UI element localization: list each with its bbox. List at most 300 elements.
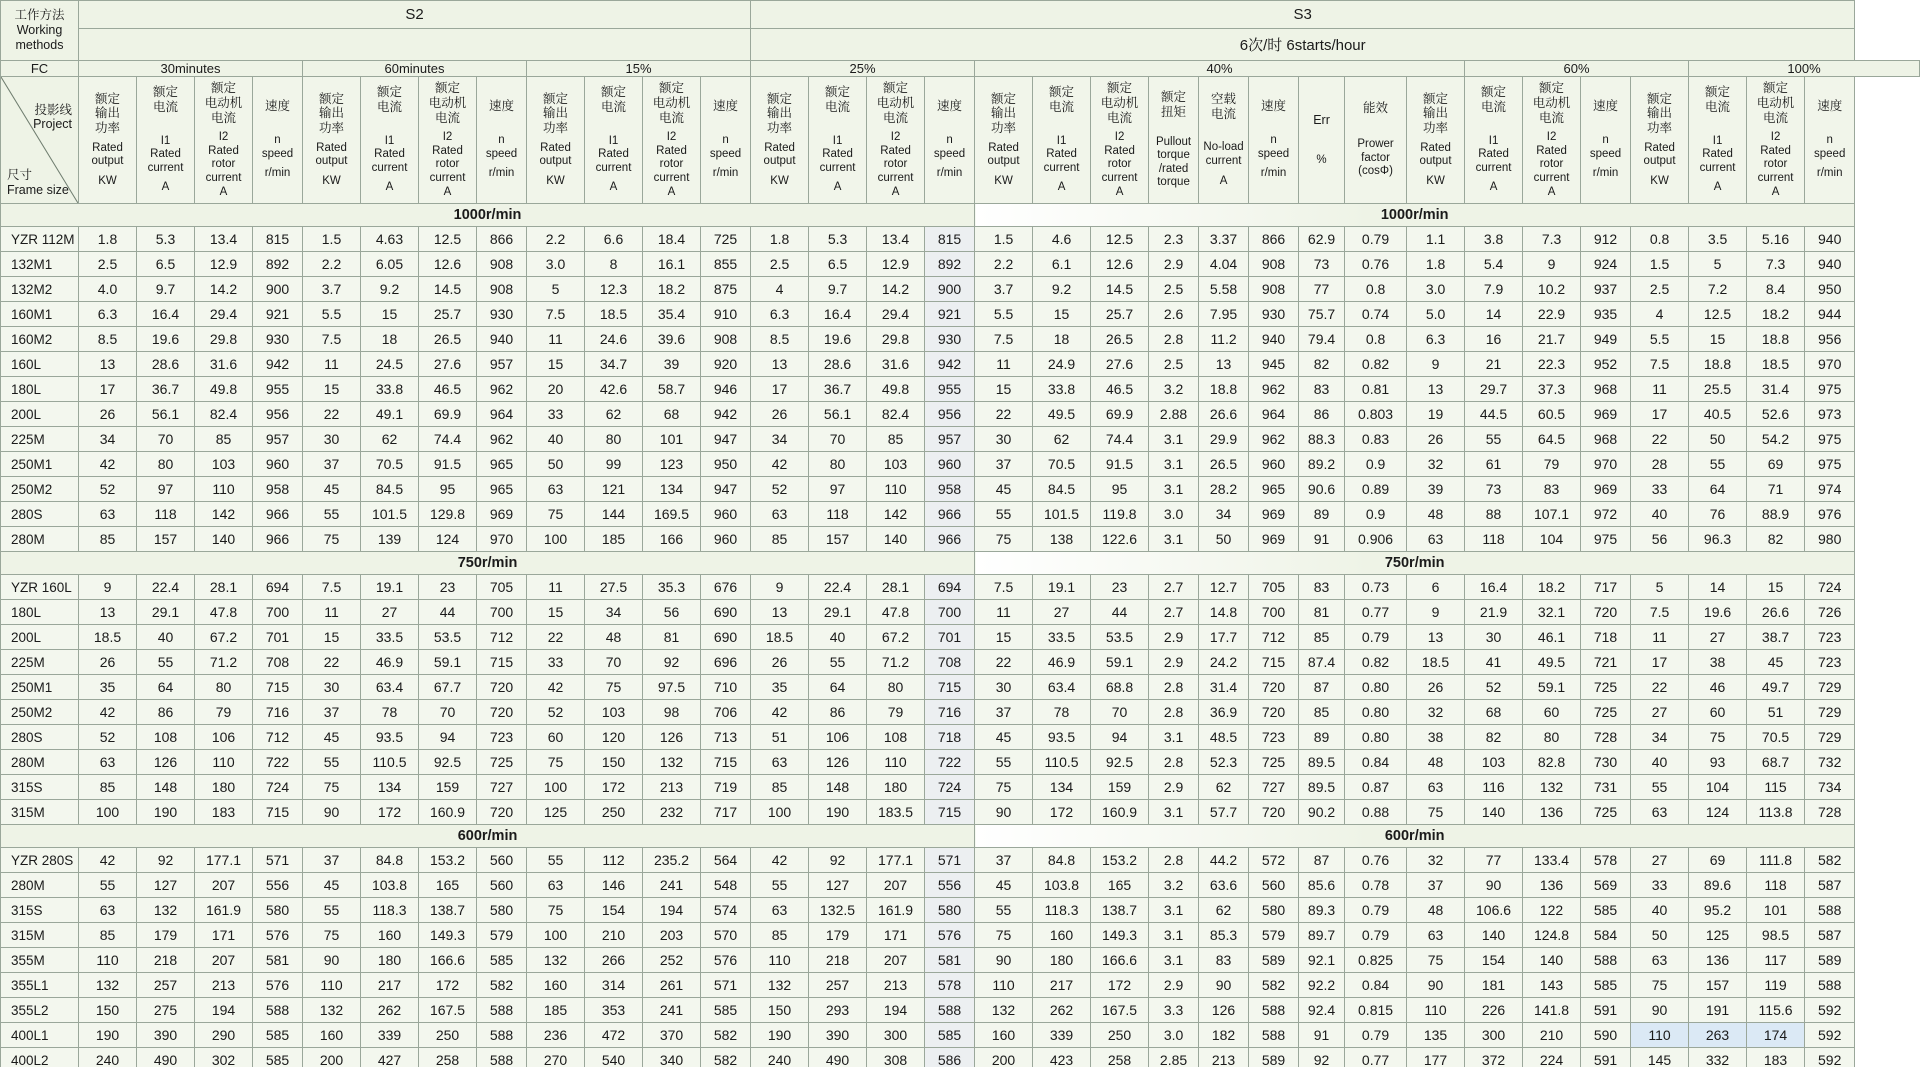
- data-cell: 110: [79, 948, 137, 973]
- data-cell: 75: [975, 527, 1033, 552]
- data-cell: 560: [1249, 873, 1299, 898]
- data-cell: 2.9: [1149, 252, 1199, 277]
- table-row: [1, 352, 1920, 377]
- data-cell: 63: [1407, 923, 1465, 948]
- data-cell: 113.8: [1747, 800, 1805, 825]
- data-cell: 729: [1805, 725, 1855, 750]
- data-cell: 207: [195, 873, 253, 898]
- data-cell: 160: [975, 1023, 1033, 1048]
- data-cell: 9.7: [137, 277, 195, 302]
- data-cell: 26.5: [1091, 327, 1149, 352]
- data-cell: 70: [809, 427, 867, 452]
- data-cell: 706: [701, 700, 751, 725]
- data-cell: 129.8: [419, 502, 477, 527]
- data-cell: 161.9: [195, 898, 253, 923]
- data-cell: 45: [303, 873, 361, 898]
- data-cell: 70: [419, 700, 477, 725]
- data-cell: 69: [1689, 848, 1747, 873]
- data-cell: 587: [1805, 873, 1855, 898]
- data-cell: 0.83: [1345, 427, 1407, 452]
- data-cell: 8: [585, 252, 643, 277]
- data-cell: 47.8: [867, 600, 925, 625]
- data-cell: 110.5: [1033, 750, 1091, 775]
- data-cell: 32: [1407, 452, 1465, 477]
- data-cell: 3.1: [1149, 898, 1199, 923]
- data-cell: 119.8: [1091, 502, 1149, 527]
- data-cell: 580: [477, 898, 527, 923]
- data-cell: 952: [1581, 352, 1631, 377]
- data-cell: 875: [701, 277, 751, 302]
- data-cell: 908: [1249, 252, 1299, 277]
- table-row: [1, 973, 1920, 998]
- data-cell: 85: [751, 775, 809, 800]
- data-cell: 11: [303, 600, 361, 625]
- col-rotor-current-s3-15: 额定 电动机 电流 I2 Rated rotor current A: [643, 77, 701, 204]
- data-cell: 815: [925, 227, 975, 252]
- data-cell: 472: [585, 1023, 643, 1048]
- data-cell: 91: [1299, 527, 1345, 552]
- data-cell: 55: [303, 898, 361, 923]
- data-cell: 22: [975, 402, 1033, 427]
- data-cell: 975: [1805, 427, 1855, 452]
- data-cell: 0.80: [1345, 700, 1407, 725]
- table-row: [1, 700, 1920, 725]
- data-cell: 715: [253, 800, 303, 825]
- table-row: [1, 277, 1920, 302]
- data-cell: 973: [1805, 402, 1855, 427]
- data-cell: 52: [79, 725, 137, 750]
- data-cell: 71: [1747, 477, 1805, 502]
- data-cell: 956: [925, 402, 975, 427]
- col-speed-s2-60: 速度 n speed r/min: [477, 77, 527, 204]
- data-cell: 53.5: [419, 625, 477, 650]
- data-cell: 17: [79, 377, 137, 402]
- data-cell: 723: [1805, 625, 1855, 650]
- data-cell: 166.6: [1091, 948, 1149, 973]
- data-cell: 132: [527, 948, 585, 973]
- data-cell: 962: [477, 377, 527, 402]
- data-cell: 339: [361, 1023, 419, 1048]
- data-cell: 18.2: [643, 277, 701, 302]
- data-cell: 89.2: [1299, 452, 1345, 477]
- data-cell: 586: [925, 1048, 975, 1067]
- data-cell: 121: [585, 477, 643, 502]
- data-cell: 63: [1631, 948, 1689, 973]
- data-cell: 715: [925, 800, 975, 825]
- data-cell: 142: [195, 502, 253, 527]
- data-cell: 937: [1581, 277, 1631, 302]
- table-row: [1, 575, 1920, 600]
- data-cell: 723: [1249, 725, 1299, 750]
- data-cell: 966: [253, 502, 303, 527]
- data-cell: 712: [477, 625, 527, 650]
- data-cell: 15: [361, 302, 419, 327]
- data-cell: 26: [1407, 427, 1465, 452]
- data-cell: 7.5: [1631, 600, 1689, 625]
- data-cell: 728: [1805, 800, 1855, 825]
- data-cell: 33: [527, 402, 585, 427]
- data-cell: 218: [809, 948, 867, 973]
- data-cell: 68.7: [1747, 750, 1805, 775]
- data-cell: 180: [361, 948, 419, 973]
- data-cell: 104: [1689, 775, 1747, 800]
- data-cell: 77: [1299, 277, 1345, 302]
- data-cell: 720: [477, 700, 527, 725]
- data-cell: 950: [701, 452, 751, 477]
- data-cell: 15: [303, 377, 361, 402]
- data-cell: 3.1: [1149, 477, 1199, 502]
- data-cell: 17.7: [1199, 625, 1249, 650]
- data-cell: 710: [701, 675, 751, 700]
- frame-size-label: 280M: [1, 873, 79, 898]
- data-cell: 140: [1523, 948, 1581, 973]
- data-cell: 165: [1091, 873, 1149, 898]
- data-cell: 143: [1523, 973, 1581, 998]
- data-cell: 45: [975, 477, 1033, 502]
- data-cell: 1.1: [1407, 227, 1465, 252]
- data-cell: 27.6: [1091, 352, 1149, 377]
- data-cell: 960: [701, 502, 751, 527]
- data-cell: 133.4: [1523, 848, 1581, 873]
- data-cell: 142: [867, 502, 925, 527]
- data-cell: 55: [527, 848, 585, 873]
- data-cell: 75: [1407, 800, 1465, 825]
- data-cell: 79: [1523, 452, 1581, 477]
- data-cell: 940: [1249, 327, 1299, 352]
- data-cell: 103: [195, 452, 253, 477]
- frame-size-label: 132M2: [1, 277, 79, 302]
- data-cell: 314: [585, 973, 643, 998]
- data-cell: 118.3: [1033, 898, 1091, 923]
- data-cell: 892: [925, 252, 975, 277]
- data-cell: 70: [1091, 700, 1149, 725]
- frame-size-label: 315S: [1, 775, 79, 800]
- data-cell: 13: [79, 600, 137, 625]
- data-cell: 22: [1631, 427, 1689, 452]
- data-cell: 0.77: [1345, 1048, 1407, 1067]
- data-cell: 19.6: [137, 327, 195, 352]
- data-cell: 62: [1199, 898, 1249, 923]
- data-cell: 83: [1299, 377, 1345, 402]
- data-cell: 3.1: [1149, 452, 1199, 477]
- data-cell: 118: [137, 502, 195, 527]
- data-cell: 172: [361, 800, 419, 825]
- data-cell: 18: [361, 327, 419, 352]
- data-cell: 592: [1805, 998, 1855, 1023]
- data-cell: 957: [477, 352, 527, 377]
- data-cell: 2.2: [303, 252, 361, 277]
- data-cell: 815: [253, 227, 303, 252]
- data-cell: 52: [1465, 675, 1523, 700]
- data-cell: 0.73: [1345, 575, 1407, 600]
- data-cell: 30: [1465, 625, 1523, 650]
- data-cell: 12.5: [419, 227, 477, 252]
- data-cell: 69.9: [1091, 402, 1149, 427]
- data-cell: 111.8: [1747, 848, 1805, 873]
- section-600rpm: [1, 825, 1920, 1067]
- data-cell: 290: [195, 1023, 253, 1048]
- data-cell: 940: [1805, 252, 1855, 277]
- data-cell: 0.74: [1345, 302, 1407, 327]
- data-cell: 172: [585, 775, 643, 800]
- data-cell: 12.5: [1689, 302, 1747, 327]
- data-cell: 52.3: [1199, 750, 1249, 775]
- data-cell: 725: [1581, 800, 1631, 825]
- data-cell: 52.6: [1747, 402, 1805, 427]
- data-cell: 2.5: [1631, 277, 1689, 302]
- data-cell: 946: [701, 377, 751, 402]
- data-cell: 160: [527, 973, 585, 998]
- speed-band-right: 1000r/min: [975, 204, 1855, 227]
- data-cell: 180: [195, 775, 253, 800]
- data-cell: 0.81: [1345, 377, 1407, 402]
- data-cell: 75: [585, 675, 643, 700]
- data-cell: 37: [303, 452, 361, 477]
- data-cell: 103: [585, 700, 643, 725]
- data-cell: 31.4: [1199, 675, 1249, 700]
- data-cell: 73: [1299, 252, 1345, 277]
- data-cell: 718: [1581, 625, 1631, 650]
- data-cell: 548: [701, 873, 751, 898]
- speed-band-left: 750r/min: [1, 552, 975, 575]
- data-cell: 261: [643, 973, 701, 998]
- data-cell: 27: [1033, 600, 1091, 625]
- data-cell: 708: [253, 650, 303, 675]
- data-cell: 29.4: [195, 302, 253, 327]
- data-cell: 60: [527, 725, 585, 750]
- data-cell: 165: [419, 873, 477, 898]
- data-cell: 9: [1407, 352, 1465, 377]
- data-cell: 35.4: [643, 302, 701, 327]
- data-cell: 930: [253, 327, 303, 352]
- data-cell: 78: [361, 700, 419, 725]
- data-cell: 725: [477, 750, 527, 775]
- data-cell: 55: [975, 750, 1033, 775]
- data-cell: 68: [1465, 700, 1523, 725]
- frame-size-label: 280M: [1, 527, 79, 552]
- data-cell: 52: [527, 700, 585, 725]
- data-cell: 0.76: [1345, 848, 1407, 873]
- data-cell: 153.2: [1091, 848, 1149, 873]
- data-cell: 556: [925, 873, 975, 898]
- data-cell: 127: [137, 873, 195, 898]
- data-cell: 262: [1033, 998, 1091, 1023]
- data-cell: 49.7: [1747, 675, 1805, 700]
- data-cell: 160: [303, 1023, 361, 1048]
- data-cell: 240: [751, 1048, 809, 1067]
- data-cell: 732: [1805, 750, 1855, 775]
- data-cell: 100: [751, 800, 809, 825]
- data-cell: 36.7: [809, 377, 867, 402]
- data-cell: 2.8: [1149, 700, 1199, 725]
- data-cell: 63: [527, 477, 585, 502]
- data-cell: 964: [477, 402, 527, 427]
- data-cell: 118: [809, 502, 867, 527]
- data-cell: 0.80: [1345, 675, 1407, 700]
- data-cell: 62: [1033, 427, 1091, 452]
- data-cell: 724: [925, 775, 975, 800]
- data-cell: 93: [1689, 750, 1747, 775]
- data-cell: 589: [1805, 948, 1855, 973]
- data-cell: 39: [643, 352, 701, 377]
- data-cell: 49.8: [867, 377, 925, 402]
- data-cell: 2.5: [1149, 352, 1199, 377]
- data-cell: 70.5: [361, 452, 419, 477]
- data-cell: 55: [751, 873, 809, 898]
- data-cell: 11: [1631, 377, 1689, 402]
- data-cell: 723: [477, 725, 527, 750]
- data-cell: 75: [303, 923, 361, 948]
- data-cell: 22.4: [809, 575, 867, 600]
- data-cell: 9: [751, 575, 809, 600]
- data-cell: 200: [303, 1048, 361, 1067]
- data-cell: 17: [1631, 402, 1689, 427]
- data-cell: 715: [253, 675, 303, 700]
- data-cell: 940: [477, 327, 527, 352]
- data-cell: 712: [253, 725, 303, 750]
- data-cell: 252: [643, 948, 701, 973]
- data-cell: 969: [1249, 502, 1299, 527]
- data-cell: 30: [975, 675, 1033, 700]
- data-cell: 676: [701, 575, 751, 600]
- data-cell: 85.3: [1199, 923, 1249, 948]
- data-cell: 42: [751, 700, 809, 725]
- data-cell: 92: [1299, 1048, 1345, 1067]
- data-cell: 3.7: [975, 277, 1033, 302]
- data-cell: 217: [1033, 973, 1091, 998]
- data-cell: 427: [361, 1048, 419, 1067]
- data-cell: 67.2: [195, 625, 253, 650]
- data-cell: 908: [701, 327, 751, 352]
- data-cell: 19.1: [361, 575, 419, 600]
- fc-15: 15%: [527, 61, 751, 77]
- data-cell: 0.803: [1345, 402, 1407, 427]
- col-err: Err %: [1299, 77, 1345, 204]
- data-cell: 27.5: [585, 575, 643, 600]
- data-cell: 42: [79, 700, 137, 725]
- data-cell: 720: [1581, 600, 1631, 625]
- data-cell: 92.5: [1091, 750, 1149, 775]
- data-cell: 35.3: [643, 575, 701, 600]
- data-cell: 118: [1747, 873, 1805, 898]
- data-cell: 725: [1581, 675, 1631, 700]
- corner-project-en: Project: [33, 117, 72, 132]
- frame-size-label: 280S: [1, 725, 79, 750]
- data-cell: 89.6: [1689, 873, 1747, 898]
- data-cell: 59.1: [1523, 675, 1581, 700]
- data-cell: 6.1: [1033, 252, 1091, 277]
- data-cell: 585: [701, 998, 751, 1023]
- data-cell: 84.8: [1033, 848, 1091, 873]
- data-cell: 46.5: [1091, 377, 1149, 402]
- data-cell: 965: [477, 477, 527, 502]
- data-cell: 14.5: [1091, 277, 1149, 302]
- data-cell: 125: [1689, 923, 1747, 948]
- data-cell: 866: [1249, 227, 1299, 252]
- data-cell: 4.6: [1033, 227, 1091, 252]
- data-cell: 701: [925, 625, 975, 650]
- data-cell: 966: [253, 527, 303, 552]
- data-cell: 85: [1299, 700, 1345, 725]
- data-cell: 26: [79, 402, 137, 427]
- table-row: [1, 227, 1920, 252]
- data-cell: 150: [79, 998, 137, 1023]
- data-cell: 15: [527, 352, 585, 377]
- data-cell: 0.76: [1345, 252, 1407, 277]
- frame-size-label: 400L1: [1, 1023, 79, 1048]
- data-cell: 40: [1631, 750, 1689, 775]
- table-row: [1, 427, 1920, 452]
- data-cell: 569: [1581, 873, 1631, 898]
- col-rated-current-s3-60: 额定 电流 I1 Rated current A: [1465, 77, 1523, 204]
- data-cell: 15: [975, 625, 1033, 650]
- data-cell: 2.8: [1149, 848, 1199, 873]
- data-cell: 955: [253, 377, 303, 402]
- data-cell: 63: [751, 750, 809, 775]
- data-cell: 82: [1747, 527, 1805, 552]
- data-cell: 580: [253, 898, 303, 923]
- data-cell: 57.7: [1199, 800, 1249, 825]
- fc-60: 60%: [1465, 61, 1689, 77]
- data-cell: 18: [1033, 327, 1091, 352]
- data-cell: 34: [1199, 502, 1249, 527]
- data-cell: 183.5: [867, 800, 925, 825]
- data-cell: 2.6: [1149, 302, 1199, 327]
- frame-size-label: 250M1: [1, 452, 79, 477]
- data-cell: 36.9: [1199, 700, 1249, 725]
- data-cell: 136: [1523, 873, 1581, 898]
- data-cell: 12.9: [195, 252, 253, 277]
- data-cell: 119: [1747, 973, 1805, 998]
- data-cell: 38.7: [1747, 625, 1805, 650]
- data-cell: 592: [1805, 1048, 1855, 1067]
- data-cell: 956: [1805, 327, 1855, 352]
- data-cell: 969: [1581, 402, 1631, 427]
- data-cell: 106: [809, 725, 867, 750]
- data-cell: 132: [1523, 775, 1581, 800]
- data-cell: 12.6: [419, 252, 477, 277]
- data-cell: 92: [137, 848, 195, 873]
- data-cell: 37: [1407, 873, 1465, 898]
- data-cell: 19: [1407, 402, 1465, 427]
- data-cell: 157: [1689, 973, 1747, 998]
- data-cell: 2.8: [1149, 327, 1199, 352]
- data-cell: 892: [253, 252, 303, 277]
- data-cell: 75: [303, 775, 361, 800]
- data-cell: 40: [1631, 502, 1689, 527]
- data-cell: 118: [1465, 527, 1523, 552]
- data-cell: 5: [1631, 575, 1689, 600]
- data-cell: 7.5: [1631, 352, 1689, 377]
- data-cell: 40: [137, 625, 195, 650]
- data-cell: 966: [925, 527, 975, 552]
- table-row: [1, 452, 1920, 477]
- data-cell: 18.5: [1747, 352, 1805, 377]
- data-cell: 90: [303, 800, 361, 825]
- data-cell: 203: [643, 923, 701, 948]
- data-cell: 0.825: [1345, 948, 1407, 973]
- section-1000rpm: [1, 204, 1920, 552]
- data-cell: 83: [1523, 477, 1581, 502]
- col-speed-s3-40: 速度 n speed r/min: [1249, 77, 1299, 204]
- data-cell: 293: [809, 998, 867, 1023]
- table-row: [1, 898, 1920, 923]
- data-cell: 26: [751, 650, 809, 675]
- frame-size-label: 250M2: [1, 700, 79, 725]
- data-cell: 0.8: [1631, 227, 1689, 252]
- data-cell: 42: [751, 452, 809, 477]
- frame-size-label: 315S: [1, 898, 79, 923]
